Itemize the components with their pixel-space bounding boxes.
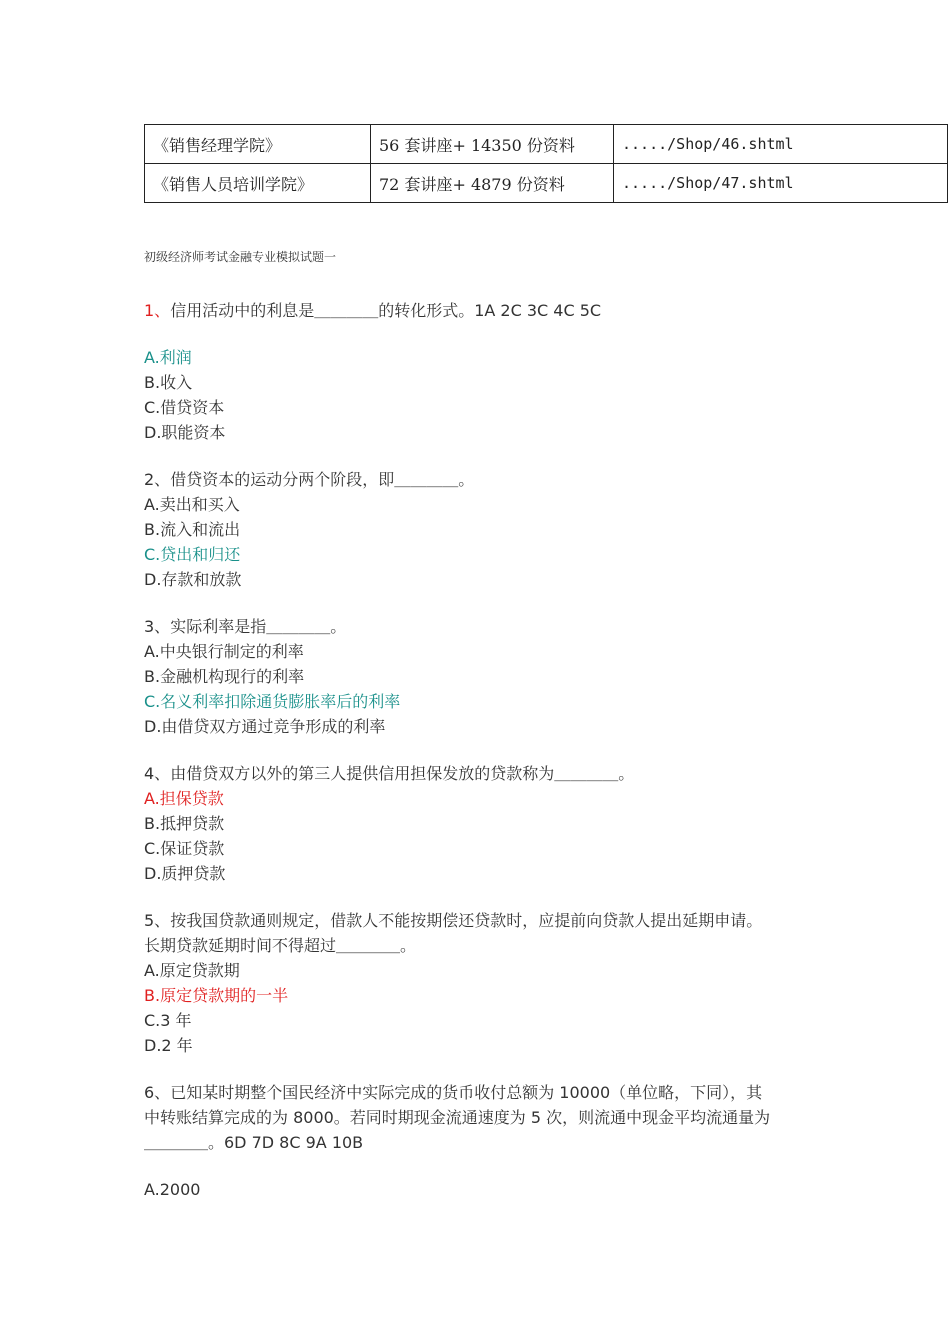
question-text xyxy=(144,298,824,323)
option-c: C.名义利率扣除通货膨胀率后的利率 xyxy=(144,692,401,711)
option-a: A.卖出和买入 xyxy=(144,495,240,514)
option-d: D.职能资本 xyxy=(144,423,226,442)
question-number: 1、 xyxy=(144,301,171,320)
option-c: C.3 年 xyxy=(144,1011,192,1030)
question-stem: 由借贷双方以外的第三人提供信用担保发放的贷款称为＿＿＿＿。 xyxy=(170,764,635,783)
option-b: B.金融机构现行的利率 xyxy=(144,667,305,686)
option-a: A.2000 xyxy=(144,1180,201,1199)
option-b: B.抵押贷款 xyxy=(144,814,225,833)
question-number: 4、 xyxy=(144,764,171,783)
option-c: C.保证贷款 xyxy=(144,839,225,858)
resource-desc: 72 套讲座+ 4879 份资料 xyxy=(371,164,614,203)
resource-table xyxy=(144,124,948,203)
question-number: 2、 xyxy=(144,470,171,489)
resource-desc: 56 套讲座+ 14350 份资料 xyxy=(371,125,614,164)
question-list xyxy=(144,298,824,1224)
question-number: 6、 xyxy=(144,1083,171,1102)
option-d: D.由借贷双方通过竞争形成的利率 xyxy=(144,717,386,736)
resource-name: 《销售经理学院》 xyxy=(145,125,371,164)
question-stem: 信用活动中的利息是＿＿＿＿的转化形式。1A 2C 3C 4C 5C xyxy=(170,301,602,320)
question-text xyxy=(144,908,824,933)
question-number: 3、 xyxy=(144,617,171,636)
resource-link[interactable]: ...../Shop/46.shtml xyxy=(614,125,948,164)
option-d: D.2 年 xyxy=(144,1036,193,1055)
question-3 xyxy=(144,614,824,739)
option-a: A.利润 xyxy=(144,348,192,367)
question-text-line-2: 中转账结算完成的为 8000。若同时期现金流通速度为 5 次，则流通中现金平均流通量为 xyxy=(144,1108,771,1127)
question-number: 5、 xyxy=(144,911,171,930)
question-stem: 借贷资本的运动分两个阶段，即＿＿＿＿。 xyxy=(170,470,475,489)
question-text-line-2: 长期贷款延期时间不得超过＿＿＿＿。 xyxy=(144,936,417,955)
option-b: B.收入 xyxy=(144,373,193,392)
resource-name: 《销售人员培训学院》 xyxy=(145,164,371,203)
question-stem: 已知某时期整个国民经济中实际完成的货币收付总额为 10000（单位略，下同），其 xyxy=(170,1083,763,1102)
question-text xyxy=(144,761,824,786)
option-a: A.担保贷款 xyxy=(144,789,224,808)
question-5 xyxy=(144,908,824,1058)
question-4 xyxy=(144,761,824,886)
question-1 xyxy=(144,298,824,445)
resource-link[interactable]: ...../Shop/47.shtml xyxy=(614,164,948,203)
question-text xyxy=(144,614,824,639)
question-text-line-3: ＿＿＿＿。6D 7D 8C 9A 10B xyxy=(144,1133,364,1152)
table-row xyxy=(145,164,948,203)
question-text xyxy=(144,467,824,492)
option-d: D.存款和放款 xyxy=(144,570,242,589)
question-stem: 按我国贷款通则规定，借款人不能按期偿还贷款时，应提前向贷款人提出延期申请。 xyxy=(170,911,763,930)
option-c: C.借贷资本 xyxy=(144,398,225,417)
question-6 xyxy=(144,1080,824,1202)
question-text xyxy=(144,1080,824,1105)
option-c: C.贷出和归还 xyxy=(144,545,241,564)
question-stem: 实际利率是指＿＿＿＿。 xyxy=(170,617,347,636)
option-a: A.原定贷款期 xyxy=(144,961,240,980)
question-2 xyxy=(144,467,824,592)
option-b: B.流入和流出 xyxy=(144,520,241,539)
option-d: D.质押贷款 xyxy=(144,864,226,883)
option-a: A.中央银行制定的利率 xyxy=(144,642,304,661)
table-row xyxy=(145,125,948,164)
option-b: B.原定贷款期的一半 xyxy=(144,986,289,1005)
document-title: 初级经济师考试金融专业模拟试题一 xyxy=(144,250,337,264)
